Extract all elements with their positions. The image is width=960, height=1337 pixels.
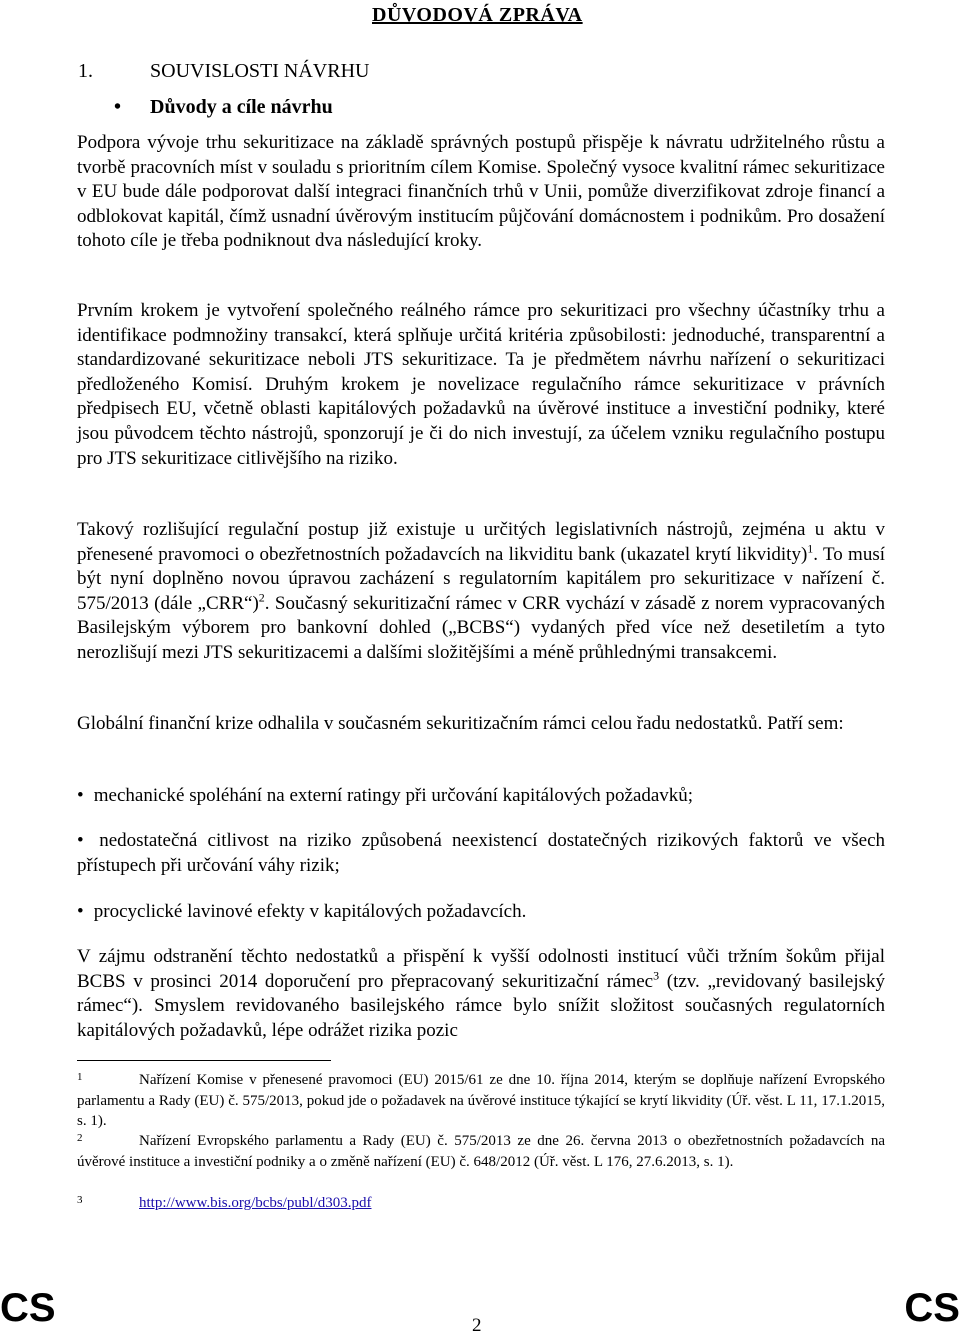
- footnote-number: 3: [77, 1194, 83, 1206]
- paragraph-5-text-b: (tzv. „revidovaný basilejský rámec“). Smyslem revidovaného basilejského rámce bylo snížit složitost současných regulatorních kapitálových požadavků, lépe odrážet rizika pozic: [77, 970, 885, 1041]
- list-item: [77, 829, 885, 878]
- paragraph-2: Prvním krokem je vytvoření společného reálného rámce pro sekuritizaci pro všechny účastníky trhu a identifikace podmnožiny transakcí, která splňuje určitá kritéria způsobilosti: jednoduché, transparentní a standardizované sekuritizace neboli JTS sekuritizace. Ta je předmětem návrhu nařízení o sekuritizaci předloženého Komisí. Druhým krokem je novelizace regulačního rámce sekuritizace v právních předpisech EU, včetně oblasti kapitálových požadavků na úvěrové instituce a investiční podniky, které jsou původcem těchto nástrojů, sponzorují je či do nich investují, za účelem vzniku regulačního postupu pro JTS sekuritizace citlivějšího na riziko.: [77, 300, 885, 469]
- footer-language-right: CS: [904, 1286, 960, 1330]
- footnote-2: [77, 1131, 885, 1172]
- subheading: [78, 96, 333, 119]
- footer-language-left: CS: [0, 1286, 56, 1330]
- page-number: 2: [472, 1315, 482, 1336]
- bullet-icon: •: [114, 96, 122, 118]
- paragraph-3-text-a: Takový rozlišující regulační postup již existuje u určitých legislativních nástrojů, zejména u aktu v přenesené pravomoci o obezřetnostních požadavcích na likviditu bank (ukazatel krytí likvidity): [77, 519, 885, 565]
- list-item-text: procyclické lavinové efekty v kapitálových požadavcích.: [93, 901, 527, 922]
- list-item: [77, 900, 885, 925]
- list-item-text: mechanické spoléhání na externí ratingy při určování kapitálových požadavků;: [93, 785, 694, 806]
- footnote-number: 2: [77, 1132, 83, 1144]
- footnote-divider: [77, 1060, 331, 1061]
- paragraph-5: [77, 945, 885, 1043]
- bullet-icon: •: [77, 901, 84, 922]
- paragraph-4: Globální finanční krize odhalila v současném sekuritizačním rámci celou řadu nedostatků. Patří sem:: [77, 713, 844, 734]
- paragraph-3: [77, 518, 885, 666]
- footnote-3: [77, 1193, 885, 1214]
- list-item: [77, 784, 885, 809]
- paragraph-3-text-b: . To musí být nyní doplněno novou úpravou zacházení s regulatorním kapitálem pro sekuritizace v nařízení č. 575/2013 (dále „CRR“): [77, 543, 885, 614]
- footnote-1: [77, 1070, 885, 1132]
- section-title: SOUVISLOSTI NÁVRHU: [150, 60, 370, 82]
- footnote-link[interactable]: http://www.bis.org/bcbs/publ/d303.pdf: [139, 1195, 372, 1211]
- section-number: 1.: [78, 60, 93, 82]
- document-title: DŮVODOVÁ ZPRÁVA: [372, 4, 583, 26]
- bullet-icon: •: [77, 785, 84, 806]
- footnote-number: 1: [77, 1071, 83, 1083]
- paragraph-1: Podpora vývoje trhu sekuritizace na základě správných postupů přispěje k návratu udržitelného růstu a tvorbě pracovních míst v souladu s prioritním cílem Komise. Společný vysoce kvalitní rámec sekuritizace v EU bude dále podporovat další integraci finančních trhů v Unii, pomůže diverzifikovat zdroje financí a odblokovat kapitál, čímž usnadní úvěrovým institucím půjčování domácnostem i podnikům. Pro dosažení tohoto cíle je třeba podniknout dva následující kroky.: [77, 132, 885, 252]
- paragraph-5-text-a: V zájmu odstranění těchto nedostatků a přispění k vyšší odolnosti institucí vůči tržním šokům přijal BCBS v prosinci 2014 doporučení pro přepracovaný sekuritizační rámec: [77, 946, 885, 992]
- bullet-icon: •: [77, 830, 84, 851]
- footnote-text: Nařízení Evropského parlamentu a Rady (EU) č. 575/2013 ze dne 26. června 2013 o obezřetnostních požadavcích na úvěrové instituce a investiční podniky a o změně nařízení (EU) č. 648/2012 (Úř. věst. L 176, 27.6.2013, s. 1).: [77, 1133, 885, 1170]
- footnote-ref-1[interactable]: 1: [807, 541, 814, 556]
- section-heading: [78, 60, 369, 83]
- footnote-ref-2[interactable]: 2: [258, 590, 265, 605]
- footnote-ref-3[interactable]: 3: [653, 968, 660, 983]
- subheading-text: Důvody a cíle návrhu: [150, 96, 333, 118]
- footnote-text: Nařízení Komise v přenesené pravomoci (EU) 2015/61 ze dne 10. října 2014, kterým se doplňuje nařízení Evropského parlamentu a Rady (EU) č. 575/2013, pokud jde o požadavek na úvěrové instituce týkající se krytí likvidity (Úř. věst. L 11, 17.1.2015, s. 1).: [77, 1072, 885, 1129]
- paragraph-3-text-c: . Současný sekuritizační rámec v CRR vychází v zásadě z norem vypracovaných Basilejským výborem pro bankovní dohled („BCBS“) vydaných před více než desetiletím a tyto nerozlišují mezi JTS sekuritizacemi a dalšími složitějšími a méně průhlednými transakcemi.: [77, 592, 886, 663]
- list-item-text: nedostatečná citlivost na riziko způsobená neexistencí dostatečných rizikových faktorů ve všech přístupech při určování váhy rizik;: [77, 830, 886, 876]
